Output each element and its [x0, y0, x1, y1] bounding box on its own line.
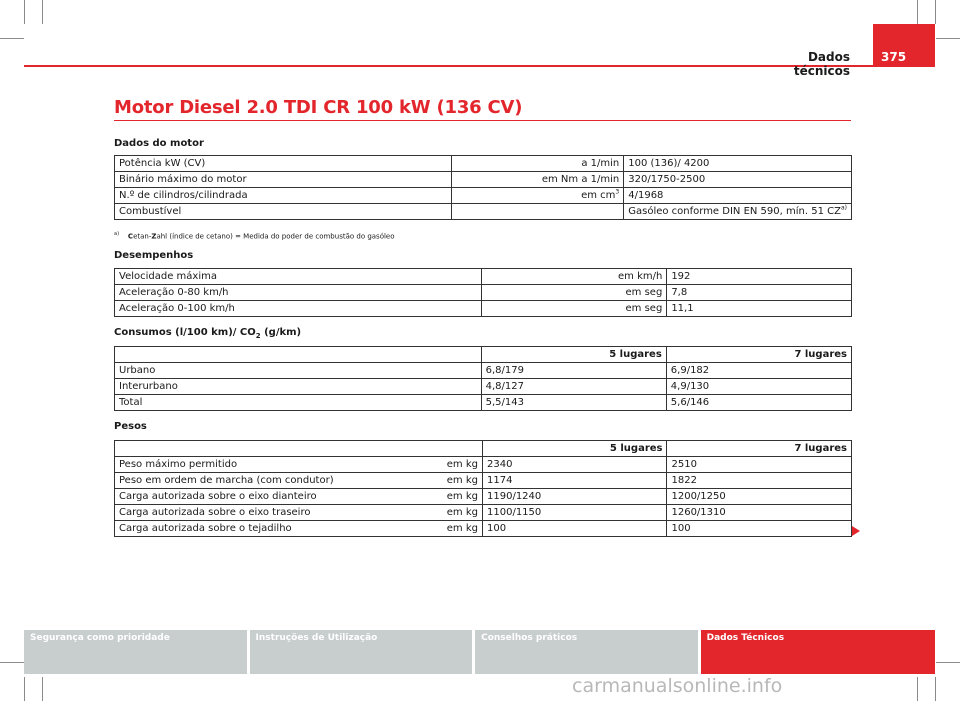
column-header: 5 lugares	[481, 347, 666, 363]
performance-table	[114, 268, 852, 317]
next-page-arrow-icon[interactable]	[852, 526, 860, 536]
row-value-7: 4,9/130	[666, 379, 851, 395]
title-rule	[114, 120, 851, 121]
crop-mark	[0, 662, 24, 663]
row-value-cell	[624, 204, 852, 220]
row-label: Velocidade máxima	[115, 269, 482, 285]
crop-mark	[935, 677, 936, 701]
footer-nav	[24, 630, 935, 674]
row-value-7: 1822	[667, 473, 852, 489]
row-unit: em Nm a 1/min	[451, 172, 623, 188]
column-header: 5 lugares	[483, 441, 667, 457]
footnote-bold: Z	[151, 232, 157, 241]
crop-mark	[917, 677, 918, 701]
row-value: 192	[667, 269, 852, 285]
row-label: Interurbano	[115, 379, 482, 395]
header-empty	[115, 347, 482, 363]
row-unit	[451, 204, 623, 220]
consumption-heading-text: Consumos (l/100 km)/ CO	[114, 327, 256, 338]
page-title: Motor Diesel 2.0 TDI CR 100 kW (136 CV)	[114, 97, 523, 118]
crop-mark	[917, 0, 918, 24]
row-value-5: 5,5/143	[481, 395, 666, 411]
row-value-5: 2340	[483, 457, 667, 473]
row-label: Combustível	[115, 204, 452, 220]
table-row	[115, 521, 852, 537]
row-unit: em kg	[446, 459, 478, 470]
column-header: 7 lugares	[666, 347, 851, 363]
watermark: carmanualsonline.info	[572, 675, 783, 697]
table-row	[115, 269, 852, 285]
table-row	[115, 363, 852, 379]
table-row	[115, 379, 852, 395]
row-value-7: 6,9/182	[666, 363, 851, 379]
row-value-5: 1190/1240	[483, 489, 667, 505]
row-value-7: 100	[667, 521, 852, 537]
row-label-cell	[115, 457, 483, 473]
table-row	[115, 395, 852, 411]
row-label: Potência kW (CV)	[115, 156, 452, 172]
row-unit: em seg	[482, 301, 667, 317]
table-row	[115, 172, 852, 188]
row-value: 7,8	[667, 285, 852, 301]
tab-seguranca[interactable]: Segurança como prioridade	[24, 630, 247, 674]
row-value-5: 6,8/179	[481, 363, 666, 379]
row-label: Urbano	[115, 363, 482, 379]
row-label: Total	[115, 395, 482, 411]
row-value-7: 2510	[667, 457, 852, 473]
footnote	[114, 231, 395, 240]
row-value: Gasóleo conforme DIN EN 590, mín. 51 CZ	[628, 206, 841, 217]
row-label: Carga autorizada sobre o tejadilho	[119, 523, 292, 534]
footnote-ref: a)	[840, 204, 847, 212]
row-label: Carga autorizada sobre o eixo dianteiro	[119, 491, 317, 502]
row-value: 4/1968	[624, 188, 852, 204]
row-unit: a 1/min	[451, 156, 623, 172]
row-label-cell	[115, 521, 483, 537]
crop-mark	[0, 38, 24, 39]
footnote-mark: a)	[114, 231, 120, 237]
footnote-text: ahl (índice de cetano) = Medida do poder de combustão do gasóleo	[156, 232, 395, 241]
row-value: 100 (136)/ 4200	[624, 156, 852, 172]
row-label: Peso em ordem de marcha (com condutor)	[119, 475, 334, 486]
row-unit-cell	[451, 188, 623, 204]
consumption-heading	[114, 327, 301, 340]
row-unit: em kg	[446, 507, 478, 518]
tab-instrucoes[interactable]: Instruções de Utilização	[250, 630, 473, 674]
table-row	[115, 457, 852, 473]
weights-heading: Pesos	[114, 421, 147, 432]
row-value-7: 5,6/146	[666, 395, 851, 411]
row-value: 11,1	[667, 301, 852, 317]
crop-mark	[935, 0, 936, 24]
row-label: Aceleração 0-100 km/h	[115, 301, 482, 317]
table-row	[115, 489, 852, 505]
row-value-5: 1174	[483, 473, 667, 489]
weights-table	[114, 440, 852, 537]
row-unit: em kg	[446, 523, 478, 534]
table-row	[115, 301, 852, 317]
table-row	[115, 204, 852, 220]
header-section-title: Dados técnicos	[793, 50, 850, 78]
table-row	[115, 285, 852, 301]
row-label: Carga autorizada sobre o eixo traseiro	[119, 507, 311, 518]
performance-heading: Desempenhos	[114, 250, 194, 261]
crop-mark	[936, 38, 960, 39]
crop-mark	[24, 0, 25, 24]
row-unit: em kg	[446, 491, 478, 502]
row-label: Binário máximo do motor	[115, 172, 452, 188]
row-unit: em seg	[482, 285, 667, 301]
unit-superscript: 3	[615, 188, 620, 196]
row-value-5: 100	[483, 521, 667, 537]
crop-mark	[936, 662, 960, 663]
row-label-cell	[115, 489, 483, 505]
row-label: N.º de cilindros/cilindrada	[115, 188, 452, 204]
tab-conselhos[interactable]: Conselhos práticos	[475, 630, 698, 674]
row-unit: em cm	[581, 190, 616, 201]
table-row	[115, 473, 852, 489]
footnote-text: etan-	[133, 232, 152, 241]
co2-subscript: 2	[255, 332, 261, 340]
row-label-cell	[115, 473, 483, 489]
table-header-row	[115, 441, 852, 457]
engine-heading: Dados do motor	[114, 138, 204, 149]
row-unit: em kg	[446, 475, 478, 486]
consumption-table	[114, 346, 852, 411]
row-value-7: 1260/1310	[667, 505, 852, 521]
consumption-heading-unit: (g/km)	[260, 327, 302, 338]
crop-mark	[42, 0, 43, 24]
row-label: Peso máximo permitido	[119, 459, 238, 470]
table-row	[115, 505, 852, 521]
row-label: Aceleração 0-80 km/h	[115, 285, 482, 301]
row-value-7: 1200/1250	[667, 489, 852, 505]
crop-mark	[42, 677, 43, 701]
column-header: 7 lugares	[667, 441, 852, 457]
table-row	[115, 188, 852, 204]
row-unit: em km/h	[482, 269, 667, 285]
row-value-5: 1100/1150	[483, 505, 667, 521]
row-value-5: 4,8/127	[481, 379, 666, 395]
crop-mark	[24, 677, 25, 701]
engine-table	[114, 155, 852, 220]
table-header-row	[115, 347, 852, 363]
table-row	[115, 156, 852, 172]
row-value: 320/1750-2500	[624, 172, 852, 188]
footnote-bold: C	[127, 232, 134, 241]
tab-dados-tecnicos[interactable]: Dados Técnicos	[701, 630, 935, 674]
header-empty	[115, 441, 483, 457]
page-number: 375	[873, 24, 935, 67]
row-label-cell	[115, 505, 483, 521]
